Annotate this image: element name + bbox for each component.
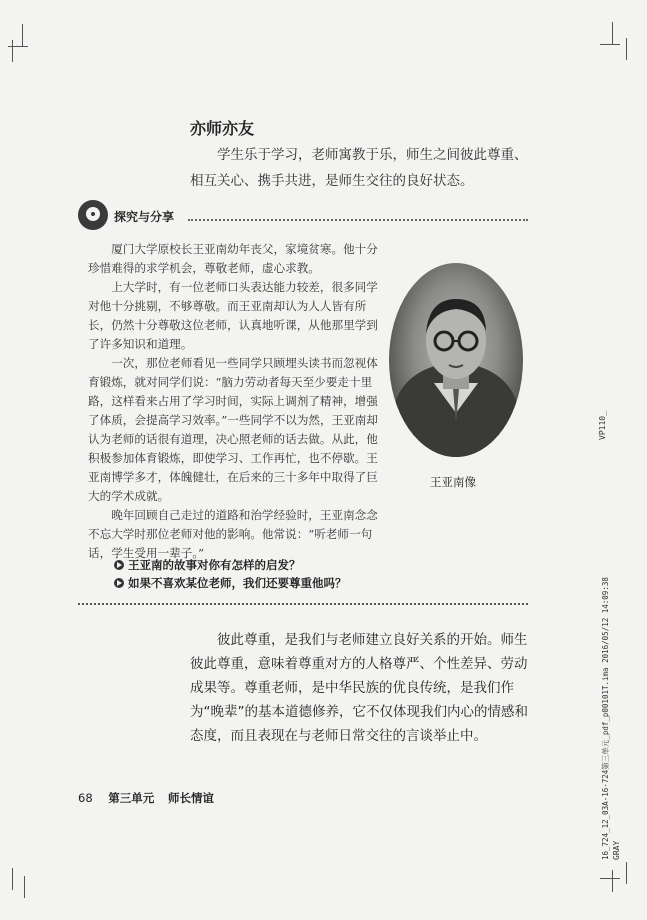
unit-name: 第三单元 [108,791,155,805]
crop-mark [626,38,627,60]
crop-mark [626,862,627,884]
crop-mark [22,24,23,46]
print-code-short: VP110_ [598,411,607,440]
story-paragraph: 晚年回顾自己走过的道路和治学经验时，王亚南念念不忘大学时那位老师对他的影响。他常说：“听老师一句话，学生受用一辈子。” [88,508,378,560]
crop-mark [612,870,613,892]
dotted-divider [78,603,528,605]
portrait-frame [386,260,526,460]
dotted-rule [188,219,528,221]
crop-mark [600,878,620,879]
chapter-name: 师长情谊 [167,791,214,805]
page-number: 68 [78,791,93,805]
body-paragraph: 彼此尊重，是我们与老师建立良好关系的开始。师生彼此尊重，意味着尊重对方的人格尊严、个性差异、劳动成果等。尊重老师，是中华民族的优良传统，是我们作为“晚辈”的基本道德修养，它不仅体现我们内心的情感和态度，而且表现在与老师日常交往的言谈举止中。 [190,632,528,744]
page-footer [78,790,214,806]
question-list [114,556,347,592]
section-title: 亦师亦友 [190,119,255,138]
crop-mark [600,44,620,45]
story-paragraph: 厦门大学原校长王亚南幼年丧父，家境贫寒。他十分珍惜难得的求学机会，尊敬老师，虚心求教。 [88,242,378,275]
explore-label: 探究与分享 [114,210,175,224]
crop-mark [24,876,25,898]
question-text: 如果不喜欢某位老师，我们还要尊重他吗？ [128,576,347,590]
story-text [88,240,384,563]
question-text: 王亚南的故事对你有怎样的启发？ [128,558,301,572]
question-item [114,556,347,574]
explore-share-icon [78,200,108,230]
play-bullet-icon [114,560,124,570]
play-bullet-icon [114,578,124,588]
story-paragraph: 上大学时，有一位老师口头表达能力较差，很多同学对他十分挑剔，不够尊敬。而王亚南却认为人人皆有所长，仍然十分尊敬这位老师，认真地听课，从他那里学到了许多知识和道理。 [88,280,378,351]
crop-mark [12,40,13,62]
section-intro: 学生乐于学习，老师寓教于乐，师生之间彼此尊重、相互关心、携手共进，是师生交往的良好状态。 [190,147,528,189]
crop-mark [8,46,28,47]
print-code-long: 16_724_12_03A-16-724第三单元_pdf_p00101T.ima 2016/05/12 14:09:38 [601,577,610,860]
print-gray-mark: GRAY [612,840,621,860]
story-paragraph: 一次，那位老师看见一些同学只顾埋头读书而忽视体育锻炼，就对同学们说：“脑力劳动者每天至少要走十里路，这样看来占用了学习时间，实际上调剂了精神，增强了体质，会提高学习效率。”一些同学不以为然，王亚南却认为老师的话很有道理，决心照老师的话去做。从此，他积极参加体育锻炼，即使学习、工作再忙，也不停歇。王亚南博学多才，体魄健壮，在后来的三十多年中取得了巨大的学术成就。 [88,356,378,503]
portrait-caption: 王亚南像 [430,475,476,489]
portrait-photo [389,263,523,457]
crop-mark [12,868,13,890]
explore-header [78,200,528,230]
crop-mark [612,22,613,44]
question-item [114,574,347,592]
